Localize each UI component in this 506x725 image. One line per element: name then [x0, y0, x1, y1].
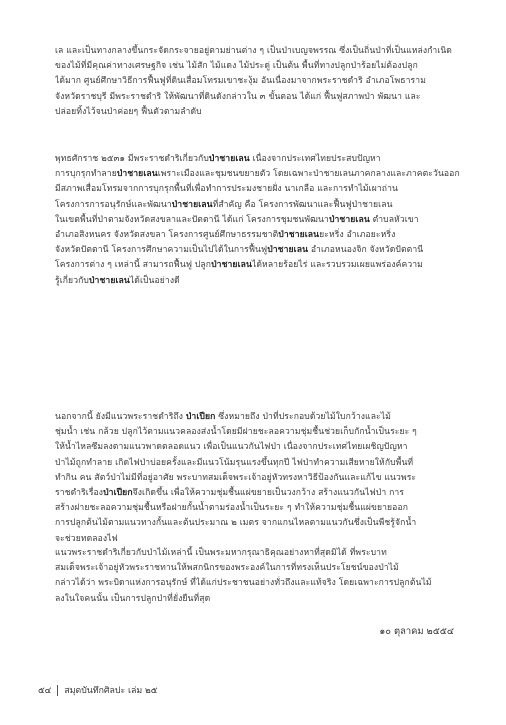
highlight-term: ป่าชายเลน [208, 154, 250, 164]
paragraph-line: ให้น้ำไหลซึมลงตามแนวพาดตลอดแนว เพื่อเป็นแนวกันไฟป่า เนื่องจากประเทศไทยเผชิญปัญหา [55, 442, 408, 453]
paragraph-line: ลงในใจคนนั้น เป็นการปลูกป่าที่ยั่งยืนที่สุด [55, 593, 211, 604]
paragraph-line: ปล่อยทิ้งไว้จนป่าค่อยๆ ฟื้นตัวตามลำดับ [55, 106, 202, 117]
paragraph-line: สมเด็จพระเจ้าอยู่หัวพระราชทานให้พสกนิกรของพระองค์ในการที่ทรงเห็นประโยชน์ของป่าไม้ [55, 563, 399, 574]
paragraph-line: ได้มาก ศูนย์ศึกษาวิธีการฟื้นฟูที่ดินเสื่อมโทรมเขาชะงุ้ม อันเนื่องมาจากพระราชดำริ อำเภอโพธาราม [55, 76, 426, 87]
paragraph-line: ป่าไม้ถูกทำลาย เกิดไฟป่าบ่อยครั้งและมีแนวโน้มรุนแรงขึ้นทุกปี ไฟป่าทำความเสียหายให้กับพื้นที่ [55, 457, 414, 468]
paragraph-line: ชุ่มน้ำ เช่น กล้วย ปลูกไว้ตามแนวคลองส่งน้ำโดยมีฝายชะลอความชุ่มชื้นช่วยเก็บกักน้ำเป็นระยะ ๆ [55, 427, 417, 438]
highlight-term: ป่าเปียก [185, 412, 216, 422]
paragraph-4 [55, 546, 460, 607]
page-footer [38, 683, 157, 697]
highlight-term: ป่าชายเลน [278, 230, 320, 241]
paragraph-line: จะช่วยทดลองไฟ [55, 533, 118, 544]
paragraph-line: โครงการการอนุรักษ์และพัฒนาป่าชายเลนที่สำคัญ คือ โครงการพัฒนาและฟื้นฟูป่าชายเลน [55, 199, 393, 210]
paragraph-line: จังหวัดปัตตานี โครงการศึกษาความเป็นไปได้ในการฟื้นฟูป่าชายเลน อำเภอหนองจิก จังหวัดปัตตานี [55, 245, 424, 256]
paragraph-line: อำเภอสิงหนคร จังหวัดสงขลา โครงการศูนย์ศึกษาธรรมชาติป่าชายเลนยะหริ่ง อำเภอยะหริ่ง [55, 230, 396, 241]
paragraph-line: จังหวัดราชบุรี มีพระราชดำริ ให้พัฒนาที่ดินดังกล่าวใน ๓ ขั้นตอน ได้แก่ ฟื้นฟูสภาพป่า พัฒนา และ [55, 91, 421, 102]
page-number: ๕๔ [38, 686, 52, 696]
highlight-term: ป่าชายเลน [267, 245, 309, 256]
paragraph-line: กล่าวได้ว่า พระบิดาแห่งการอนุรักษ์ ที่ได้แก่ประชาชนอย่างทั่วถึงและแท้จริง โดยเฉพาะการปลูกต้นไม้ [55, 578, 432, 589]
paragraph-line: นอกจากนี้ ยังมีแนวพระราชดำริถึง ป่าเปียก ซึ่งหมายถึง ป่าที่ประกอบด้วยไม้ใบกว้างและไม้ [55, 412, 391, 422]
paragraph-line: ของไม้ที่มีคุณค่าทางเศรษฐกิจ เช่น ไม้สัก ไม้แดง ไม้ประดู่ เป็นต้น พื้นที่ทางปลูกป่าร้อยไม่ต้องปลูก [55, 61, 418, 72]
paragraph-line: ราชดำริเรื่องป่าเปียกจึงเกิดขึ้น เพื่อให้ความชุ่มชื้นแผ่ขยายเป็นวงกว้าง สร้างแนวกันไฟป่า การ [55, 488, 405, 499]
paragraph-line: โครงการต่าง ๆ เหล่านี้ สามารถฟื้นฟู ปลูกป่าชายเลนได้หลายร้อยไร่ และรวบรวมเผยแพร่องค์ความ [55, 260, 423, 271]
footer-divider [57, 685, 58, 696]
highlight-term: ป่าชายเลน [88, 275, 130, 286]
paragraph-line: การปลูกต้นไม้ตามแนวทางกั้นและต้นประมาณ ๒ เมตร จากแกนไหลตามแนวกันชึ่งเป็นพืชรู้จักน้ำ [55, 518, 417, 529]
paragraph-line: รู้เกี่ยวกับป่าชายเลนได้เป็นอย่างดี [55, 275, 180, 286]
paragraph-line: ทำกิน คน สัตว์ป่าไม่มีที่อยู่อาศัย พระบาทสมเด็จพระเจ้าอยู่หัวทรงหาวิธีป้องกันและแก้ไข แนวพระ [55, 472, 417, 483]
paragraph-2 [55, 152, 460, 289]
highlight-term: ป่าชายเลน [328, 214, 370, 225]
paragraph-line: มีสภาพเสื่อมโทรมจากการบุกรุกพื้นที่เพื่อทำการประมงชายฝั่ง นาเกลือ และการทำไม้เผาถ่าน [55, 184, 398, 195]
document-date: ๑๐ ตุลาคม ๒๕๕๔ [379, 626, 454, 637]
book-title: สมุดบันทึกศิลปะ เล่ม ๒๕ [64, 686, 158, 696]
paragraph-line: พุทธศักราช ๒๕๓๑ มีพระราชดำริเกี่ยวกับป่าชายเลน เนื่องจากประเทศไทยประสบปัญหา [55, 154, 381, 164]
paragraph-line: ในเขตพื้นที่ป่าตามจังหวัดสงขลาและปัตตานี ได้แก่ โครงการชุมชนพัฒนาป่าชายเลน ตำบลหัวเขา [55, 214, 419, 225]
paragraph-1 [55, 44, 460, 120]
paragraph-line: แนวพระราชดำริเกี่ยวกับป่าไม้เหล่านี้ เป็นพระมหากรุณาธิคุณอย่างหาที่สุดมิได้ ที่พระบาท [55, 548, 387, 558]
paragraph-line: สร้างฝายชะลอความชุ่มชื้นหรือฝายกั้นน้ำตามร่องน้ำเป็นระยะ ๆ ทำให้ความชุ่มชื้นแผ่ขยายออก [55, 503, 409, 514]
highlight-term: ป่าเปียก [103, 488, 133, 499]
paragraph-3 [55, 410, 460, 547]
highlight-term: ป่าชายเลน [211, 260, 252, 271]
paragraph-line: การบุกรุกทำลายป่าชายเลนเพราะเมืองและชุมชนขยายตัว โดยเฉพาะป่าชายเลนภาคกลางและภาคตะวันออก [55, 169, 460, 180]
paragraph-line: เล และเป็นทางกลางขึ้นกระจัดกระจายอยู่ตามย่านต่าง ๆ เป็นป่าเบญจพรรณ ซึ่งเป็นถิ่นป่าที่เป็นแหล่งกำเนิด [55, 46, 452, 56]
highlight-term: ป่าชายเลน [171, 199, 213, 210]
highlight-term: ป่าชายเลน [116, 169, 158, 180]
